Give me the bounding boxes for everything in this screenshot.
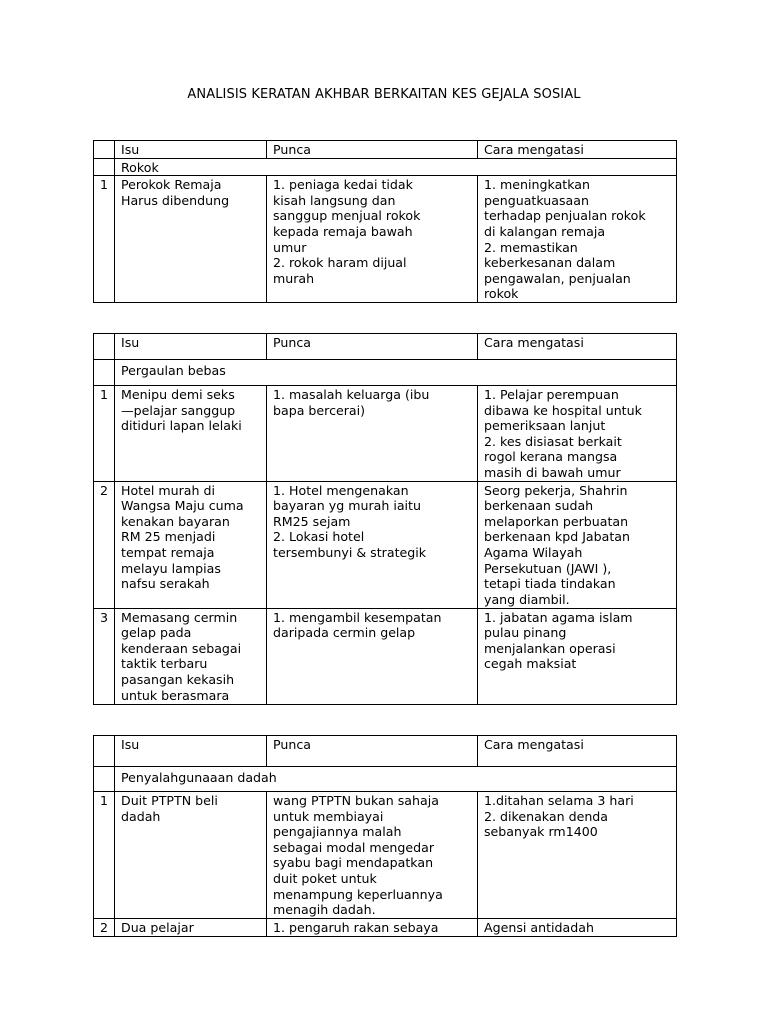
cell-line: 2. kes disiasat berkait [484, 433, 622, 449]
category-label: Rokok [115, 158, 677, 176]
cell-line: tersembunyi & strategik [273, 544, 427, 560]
cell-line: Persekutuan (JAWI ), [484, 560, 612, 576]
table-penyalahgunaan-dadah [93, 735, 677, 937]
cell-line: Wangsa Maju cuma [121, 498, 244, 514]
table-row [94, 918, 677, 936]
category-row [94, 158, 677, 176]
cell-line: pengajiannya malah [273, 824, 402, 840]
cell-line: taktik terbaru [121, 656, 208, 672]
header-punca: Punca [267, 141, 478, 159]
cell-line: gelap pada [121, 625, 192, 641]
cell-line: menjalankan operasi [484, 640, 616, 656]
punca-cell [267, 608, 478, 704]
cell-line: Menipu demi seks [121, 387, 235, 402]
cell-line: 1. Pelajar perempuan [484, 387, 619, 402]
table-row [94, 176, 677, 303]
cell-line: pengawalan, penjualan [484, 270, 631, 286]
category-label: Pergaulan bebas [115, 360, 677, 386]
cell-line: ditiduri lapan lelaki [121, 418, 242, 434]
cell-line: masih di bawah umur [484, 464, 621, 480]
cell-line: kenderaan sebagai [121, 640, 242, 656]
cell-line: wang PTPTN bukan sahaja [273, 793, 439, 808]
cell-line: menampung keperluannya [273, 886, 443, 902]
cell-line: untuk berasmara [121, 687, 230, 703]
cell-line: sanggup menjual rokok [273, 208, 421, 224]
cell-line: umur [273, 239, 307, 255]
header-isu: Isu [115, 141, 267, 159]
cell-line: Seorg pekerja, Shahrin [484, 482, 628, 498]
cell-line: yang diambil. [484, 591, 570, 607]
header-isu: Isu [115, 736, 267, 767]
cell-line: 2. rokok haram dijual [273, 255, 407, 271]
header-cara: Cara mengatasi [478, 141, 677, 159]
cell-line: 2. dikenakan denda [484, 808, 609, 824]
cell-line: sebanyak rm1400 [484, 824, 598, 840]
header-isu: Isu [115, 334, 267, 360]
category-no [94, 158, 115, 176]
cell-line: kisah langsung dan [273, 192, 396, 208]
punca-cell [267, 481, 478, 608]
cell-line: duit poket untuk [273, 870, 377, 886]
cell-line: 1.ditahan selama 3 hari [484, 793, 634, 808]
cell-line: Dua pelajar [121, 919, 194, 935]
cell-line: melaporkan perbuatan [484, 513, 629, 529]
cell-line: dibawa ke hospital untuk [484, 402, 642, 418]
cell-line: berkenaan kpd Jabatan [484, 529, 630, 545]
isu-cell [115, 918, 267, 936]
isu-cell [115, 792, 267, 919]
row-number: 2 [94, 481, 115, 608]
cell-line: Harus dibendung [121, 192, 230, 208]
cell-line: penguatkuasaan [484, 192, 589, 208]
cell-line: tetapi tiada tindakan [484, 576, 616, 592]
cell-line: keberkesanan dalam [484, 255, 616, 271]
table-pergaulan-bebas [93, 333, 677, 705]
row-number: 1 [94, 386, 115, 482]
row-number: 2 [94, 918, 115, 936]
category-row [94, 767, 677, 792]
cell-line: cegah maksiat [484, 656, 577, 672]
table-rokok [93, 140, 677, 303]
row-number: 1 [94, 176, 115, 303]
isu-cell [115, 608, 267, 704]
cell-line: RM 25 menjadi [121, 529, 216, 545]
table-row [94, 792, 677, 919]
header-punca: Punca [267, 334, 478, 360]
cell-line: Perokok Remaja [121, 177, 222, 193]
row-number: 1 [94, 792, 115, 919]
cell-line: tempat remaja [121, 544, 215, 560]
cell-line: murah [273, 270, 315, 286]
cell-line: pasangan kekasih [121, 671, 235, 687]
page-title: ANALISIS KERATAN AKHBAR BERKAITAN KES GEJALA SOSIAL [187, 87, 581, 102]
cell-line: Agensi antidadah [484, 919, 594, 935]
cell-line: 1. peniaga kedai tidak [273, 177, 413, 193]
header-cara: Cara mengatasi [478, 736, 677, 767]
cell-line: pulau pinang [484, 625, 567, 641]
header-row [94, 141, 677, 159]
punca-cell [267, 386, 478, 482]
header-no [94, 334, 115, 360]
cara-cell [478, 386, 677, 482]
header-no [94, 736, 115, 767]
cell-line: nafsu serakah [121, 576, 210, 592]
cell-line: 1. meningkatkan [484, 177, 590, 193]
cell-line: 1. jabatan agama islam [484, 609, 633, 625]
category-no [94, 360, 115, 386]
cell-line: 1. pengaruh rakan sebaya [273, 919, 439, 935]
cell-line: bapa bercerai) [273, 402, 366, 418]
cell-line: Agama Wilayah [484, 544, 583, 560]
cara-cell [478, 608, 677, 704]
cell-line: —pelajar sanggup [121, 402, 236, 418]
cara-cell [478, 481, 677, 608]
cell-line: rokok [484, 286, 519, 302]
table-row [94, 608, 677, 704]
cell-line: berkenaan sudah [484, 498, 594, 514]
isu-cell [115, 481, 267, 608]
category-label: Penyalahgunaaan dadah [115, 767, 677, 792]
cara-cell [478, 918, 677, 936]
cell-line: 2. memastikan [484, 239, 578, 255]
isu-cell [115, 386, 267, 482]
cell-line: 1. masalah keluarga (ibu [273, 387, 430, 402]
category-row [94, 360, 677, 386]
cell-line: menagih dadah. [273, 902, 376, 918]
header-row [94, 334, 677, 360]
header-no [94, 141, 115, 159]
header-punca: Punca [267, 736, 478, 767]
cell-line: melayu lampias [121, 560, 221, 576]
row-number: 3 [94, 608, 115, 704]
cell-line: 1. Hotel mengenakan [273, 482, 409, 498]
cell-line: dadah [121, 808, 161, 824]
header-row [94, 736, 677, 767]
cell-line: syabu bagi mendapatkan [273, 855, 434, 871]
cell-line: di kalangan remaja [484, 223, 606, 239]
cell-line: Duit PTPTN beli [121, 793, 218, 808]
cell-line: rogol kerana mangsa [484, 449, 618, 465]
cell-line: daripada cermin gelap [273, 625, 416, 641]
cell-line: Hotel murah di [121, 482, 215, 498]
cell-line: sebagai modal mengedar [273, 839, 435, 855]
punca-cell [267, 792, 478, 919]
table-row [94, 386, 677, 482]
cell-line: RM25 sejam [273, 513, 351, 529]
cell-line: pemeriksaan lanjut [484, 418, 606, 434]
cell-line: untuk membiayai [273, 808, 384, 824]
cell-line: kepada remaja bawah [273, 223, 413, 239]
punca-cell [267, 918, 478, 936]
cell-line: kenakan bayaran [121, 513, 230, 529]
cell-line: Memasang cermin [121, 609, 238, 625]
cell-line: 1. mengambil kesempatan [273, 609, 442, 625]
cell-line: bayaran yg murah iaitu [273, 498, 421, 514]
header-cara: Cara mengatasi [478, 334, 677, 360]
isu-cell [115, 176, 267, 303]
cell-line: 2. Lokasi hotel [273, 529, 365, 545]
cara-cell [478, 792, 677, 919]
category-no [94, 767, 115, 792]
punca-cell [267, 176, 478, 303]
cara-cell [478, 176, 677, 303]
table-row [94, 481, 677, 608]
cell-line: terhadap penjualan rokok [484, 208, 646, 224]
